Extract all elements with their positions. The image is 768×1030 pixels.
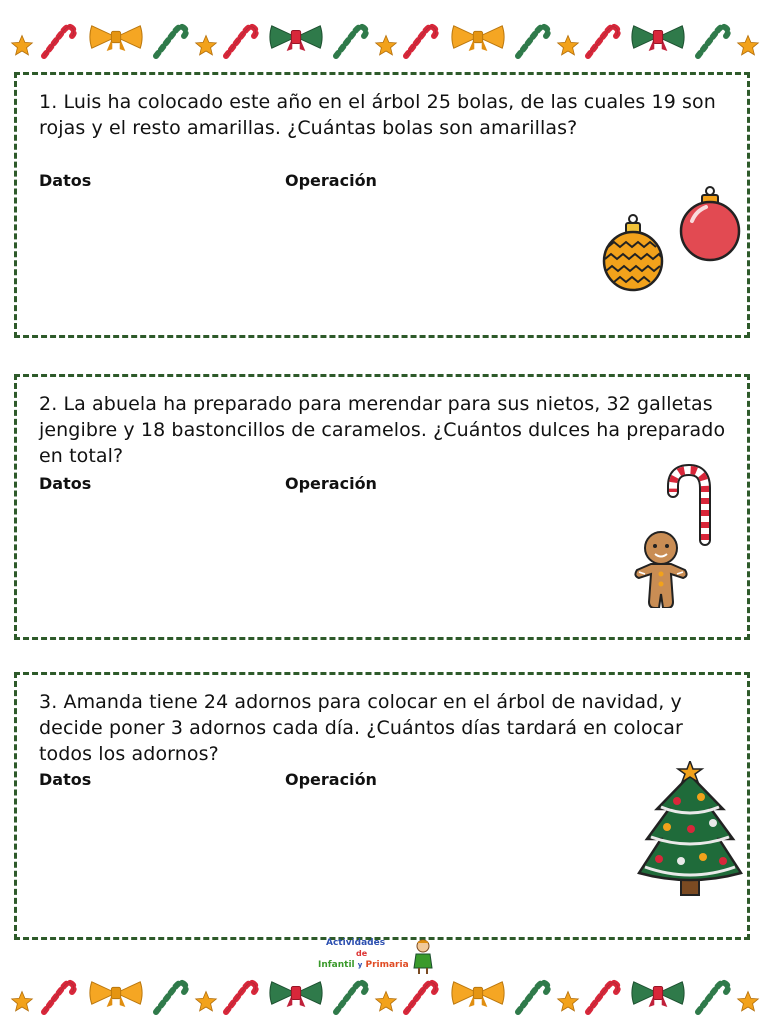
problem-3-box — [14, 672, 750, 940]
bow-icon — [452, 982, 504, 1007]
candy-cane-icon — [406, 27, 436, 56]
bow-icon — [90, 982, 142, 1007]
star-icon — [12, 992, 33, 1011]
candy-cane-icon — [156, 983, 186, 1012]
star-icon — [558, 992, 579, 1011]
candy-cane-icon — [518, 983, 548, 1012]
problem-2-operacion-label: Operación — [285, 474, 377, 493]
star-icon — [376, 36, 397, 55]
logo-word-y: y — [357, 961, 363, 969]
candy-cane-icon — [226, 27, 256, 56]
candy-cane-icon — [518, 27, 548, 56]
star-icon — [376, 992, 397, 1011]
star-icon — [738, 992, 759, 1011]
candy-cane-icon — [588, 27, 618, 56]
bow-icon — [632, 982, 684, 1007]
problem-3-datos-label: Datos — [39, 770, 92, 789]
candy-cane-icon — [156, 27, 186, 56]
border-garland — [0, 8, 768, 68]
top-border-decoration — [0, 8, 768, 68]
candy-cane-icon — [226, 983, 256, 1012]
bottom-border-decoration — [0, 966, 768, 1026]
problem-2-text: 2. La abuela ha preparado para merendar para sus nietos, 32 galletas jengibre y 18 bastoncillos de caramelos. ¿Cuántos dulces ha preparado en total? — [39, 393, 726, 467]
logo-word-primaria: Primaria — [365, 960, 409, 970]
candy-cane-icon — [44, 27, 74, 56]
border-garland — [0, 966, 768, 1026]
christmas-tree-illustration — [637, 761, 743, 901]
problem-3-text: 3. Amanda tiene 24 adornos para colocar en el árbol de navidad, y decide poner 3 adornos cada día. ¿Cuántos días tardará en colocar todos los adornos? — [39, 691, 683, 765]
problem-2-datos-label: Datos — [39, 474, 92, 493]
problem-1-operacion-label: Operación — [285, 171, 377, 190]
candy-cane-icon — [698, 983, 728, 1012]
candy-cane-icon — [44, 983, 74, 1012]
candy-cane-icon — [698, 27, 728, 56]
bow-icon — [452, 26, 504, 51]
bow-icon — [270, 982, 322, 1007]
logo-line-1: Actividades — [326, 938, 386, 948]
red-ornament-icon — [681, 187, 739, 260]
star-icon — [196, 992, 217, 1011]
candy-cane-icon — [336, 983, 366, 1012]
logo-word-infantil: Infantil — [318, 960, 355, 970]
ornaments-illustration — [602, 185, 742, 295]
star-icon — [12, 36, 33, 55]
christmas-tree-icon — [639, 761, 741, 895]
problem-1-text: 1. Luis ha colocado este año en el árbol 25 bolas, de las cuales 19 son rojas y el resto amarillas. ¿Cuántas bolas son amarillas? — [39, 91, 716, 139]
candy-cane-icon — [336, 27, 366, 56]
sweets-illustration — [629, 462, 729, 608]
star-icon — [196, 36, 217, 55]
star-icon — [558, 36, 579, 55]
bow-icon — [270, 26, 322, 51]
problem-1-datos-label: Datos — [39, 171, 92, 190]
problem-3-operacion-label: Operación — [285, 770, 377, 789]
bow-icon — [632, 26, 684, 51]
problem-1-box — [14, 72, 750, 338]
candy-cane-icon — [673, 470, 705, 540]
gingerbread-man-icon — [635, 532, 686, 608]
candy-cane-icon — [406, 983, 436, 1012]
problem-2-box — [14, 374, 750, 640]
logo-line-2: de — [356, 949, 368, 958]
bow-icon — [90, 26, 142, 51]
candy-cane-icon — [588, 983, 618, 1012]
star-icon — [738, 36, 759, 55]
gold-ornament-icon — [604, 215, 662, 290]
